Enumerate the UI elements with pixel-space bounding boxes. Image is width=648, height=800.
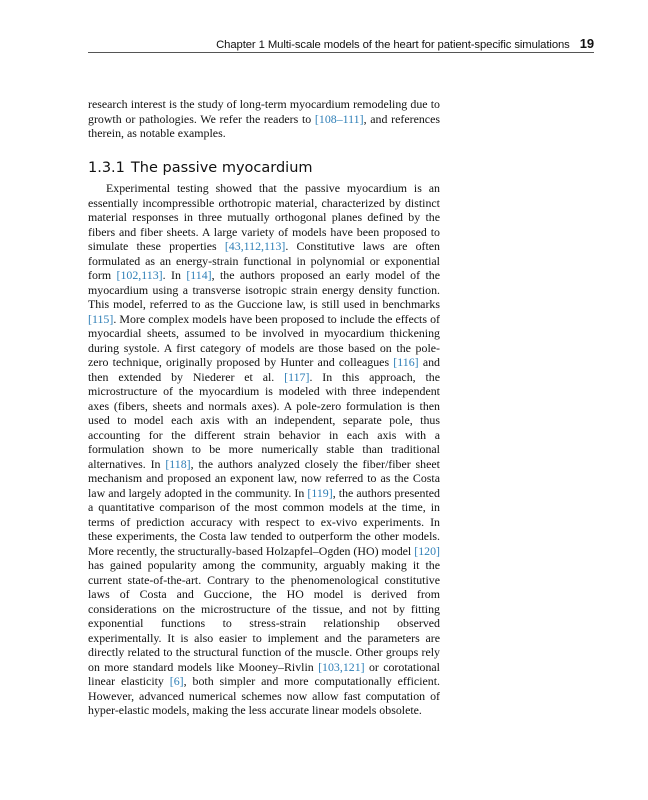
citation-link[interactable]: [108–111] <box>314 111 364 126</box>
citation-link[interactable]: [43,112,113] <box>224 239 286 253</box>
body-text: , the authors proposed an early model of the myocardium using a transverse isotropic strain energy density function. This model, referred to as the Guccione law, is still used in benchmarks <box>88 268 441 311</box>
citation-link[interactable]: [103,121] <box>318 659 365 674</box>
chapter-title: Chapter 1 Multi-scale models of the heart for patient-specific simulations <box>216 39 570 51</box>
page-number: 19 <box>579 36 594 51</box>
intro-text-1: research interest is the study of long-term myocardium remodeling due to growth or pathologies. We refer the readers to <box>88 97 440 126</box>
body-paragraph <box>88 181 440 718</box>
citation-link[interactable]: [115] <box>88 311 114 326</box>
intro-text-2: , and references therein, as notable examples. <box>88 111 440 140</box>
body-text: . More complex models have been proposed to include the effects of myocardial sheets, assumed to be involved in myocardium thickening during systole. A first category of models are those based on the pole-zero technique, originally proposed by Hunter and colleagues <box>88 311 440 369</box>
running-header <box>88 36 594 51</box>
body-text: and then extended by Niederer et al. <box>88 355 440 384</box>
body-text: or corotational linear elasticity <box>88 659 440 688</box>
section-heading <box>88 160 313 176</box>
body-text: . In <box>162 268 187 282</box>
header-rule <box>88 52 594 53</box>
intro-paragraph <box>88 97 440 141</box>
body-text: , the authors analyzed closely the fiber/fiber sheet mechanism and proposed an exponent law, now referred to as the Costa law and largely adopted in the community. In <box>88 456 440 500</box>
body-text: Experimental testing showed that the passive myocardium is an essentially incompressible orthotropic material, characterized by distinct material responses in three mutually orthogonal planes defined by the fibers and fiber sheets. A large variety of models have been proposed to simulate these properties <box>88 181 440 253</box>
body-text: . Constitutive laws are often formulated as an energy-strain functional in polynomial or exponential form <box>88 239 440 282</box>
citation-link[interactable]: [120] <box>414 543 440 558</box>
citation-link[interactable]: [102,113] <box>116 268 163 282</box>
section-number: 1.3.1 <box>88 160 125 176</box>
body-text: . In this approach, the microstructure of the myocardium is modeled with three independent axes (fibers, sheets and normals axes). A pole-zero formulation is then used to model each axis with an independent, separate pole, thus accounting for the different strain behavior in each axis with a formulation shown to be more numerically stable than traditional alternatives. In <box>88 369 440 471</box>
body-text: , both simpler and more computationally efficient. However, advanced numerical schemes now allow fast computation of hyper-elastic models, making the less accurate linear models obsolete. <box>88 674 441 717</box>
citation-link[interactable]: [116] <box>393 355 419 369</box>
section-title: The passive myocardium <box>130 160 313 176</box>
citation-link[interactable]: [117] <box>284 369 310 384</box>
citation-link[interactable]: [119] <box>307 485 333 500</box>
body-text: has gained popularity among the community, arguably making it the current state-of-the-art. Contrary to the phenomenological constitutive laws of Costa and Guccione, the HO model is derived from considerations on the microstructure of the tissue, and not by fitting exponential functions to stress-strain relationship observed experimentally. It is also easier to implement and the parameters are directly related to the structural function of the muscle. Other groups rely on more standard models like Mooney–Rivlin <box>88 558 440 674</box>
citation-link[interactable]: [6] <box>169 674 184 688</box>
body-text: , the authors presented a quantitative comparison of the most common models at the time, in terms of prediction accuracy with respect to ex-vivo experiments. In these experiments, the Costa law tended to outperform the other models. More recently, the structurally-based Holzapfel–Ogden (HO) model <box>88 485 440 558</box>
citation-link[interactable]: [114] <box>186 268 212 282</box>
citation-link[interactable]: [118] <box>165 456 191 471</box>
